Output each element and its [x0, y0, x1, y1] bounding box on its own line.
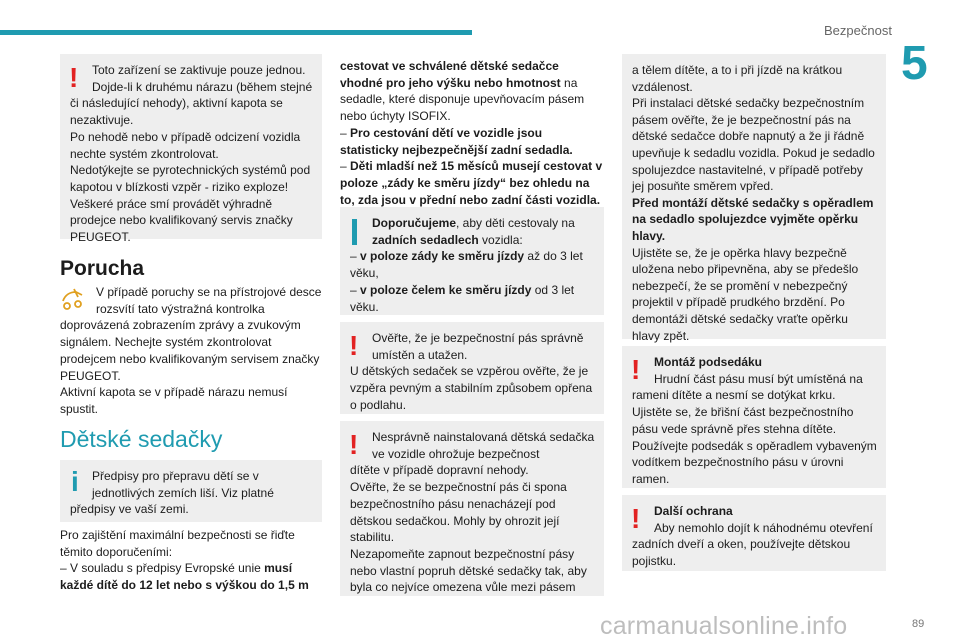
warning-text-first: Toto zařízení se zaktivuje pouze jednou. Dojde-li k druhému nárazu (během stejné	[92, 63, 313, 94]
bullet1-bold: musí každé dítě do 12 let nebo s výškou do 1,5 m	[60, 561, 309, 593]
tip-b1-bold: v poloze zády ke směru jízdy	[360, 249, 525, 264]
fault-paragraph	[60, 284, 322, 418]
bullet3-dash: –	[340, 159, 351, 174]
tip-b1-plain: až do 3 let věku,	[350, 249, 583, 281]
warning-box-installation	[340, 421, 604, 596]
bullet2-bold: Pro cestování dětí ve vozidle jsou statisticky nejbezpečnější zadní sedadla.	[340, 125, 573, 157]
heading-fault: Porucha	[60, 257, 145, 280]
tip-plain1: , aby děti cestovaly na	[456, 216, 575, 230]
warning-text-p3: Nedotýkejte se pyrotechnických systémů pod kapotou v blízkosti vzpěr - riziko exploze!	[70, 163, 311, 194]
heading-child-seats: Dětské sedačky	[60, 426, 223, 452]
warning-text-rest: či následující nehody), aktivní kapota se nezaktivuje.	[70, 96, 283, 128]
warning-icon: !	[631, 503, 641, 534]
chapter-number: 5	[901, 37, 928, 90]
warning-icon: !	[349, 429, 359, 460]
warning-box-booster	[622, 346, 886, 488]
warn5-first: Aby nemohlo dojít k náhodnému otevření	[654, 520, 873, 535]
warn3-p2: Ověřte, že se bezpečnostní pás či spona bezpečnostního pásu nenacházejí pod dětskou sedačkou. Mohly by ohrozit její stabilitu.	[350, 480, 567, 545]
warning-icon: !	[349, 330, 359, 361]
warn4-first: Hrudní část pásu musí být umístěná na	[654, 371, 863, 386]
info-text-rest: předpisy ve vaší zemi.	[70, 502, 189, 516]
cont-bold: cestovat ve schválené dětské sedačce vhodné pro jeho výšku nebo hmotnost	[340, 59, 561, 90]
warn2-first: Ověřte, že je bezpečnostní pás správně umístěn a utažen.	[372, 331, 584, 362]
col2-paragraph	[340, 58, 604, 208]
warning-box-active-hood	[60, 54, 322, 245]
tip-b2-plain: od 3 let věku.	[350, 282, 575, 314]
tip-box-rear-seats	[340, 207, 604, 315]
fault-text-first: V případě poruchy se na přístrojové desce rozsvítí tato výstražná kontrolka	[96, 285, 322, 316]
warning-icon: !	[631, 354, 641, 385]
info-icon: i	[71, 466, 79, 497]
tip-b2-dash: –	[350, 282, 361, 297]
warn3-first: Nesprávně nainstalovaná dětská sedačka ve vozidle ohrožuje bezpečnost	[372, 430, 595, 461]
warn3-rest: dítěte v případě dopravní nehody.	[350, 463, 529, 478]
warn3-p3: Nezapomeňte zapnout bezpečnostní pásy nebo vlastní popruh dětské sedačky tak, aby byla co nejvíce omezena vůle mezi pásem	[350, 546, 587, 595]
warn4-rest: rameni dítěte a nesmí se dotýkat krku.	[632, 388, 836, 403]
fault-text-p2: Aktivní kapota se v případě nárazu nemusí spustit.	[60, 385, 288, 416]
warn5-rest: zadních dveří a oken, používejte dětskou pojistku.	[632, 537, 851, 569]
tip-bold2: zadních sedadlech	[372, 232, 479, 247]
warn4-title: Montáž podsedáku	[654, 355, 763, 369]
intro-text: Pro zajištění maximální bezpečnosti se řiďte těmito doporučeními:	[60, 528, 295, 559]
bullet1-plain: – V souladu s předpisy Evropské unie	[60, 561, 265, 576]
cont2: Při instalaci dětské sedačky bezpečnostním pásem ověřte, že je bezpečnostní pás na dětské sedačce dobře napnutý a že ji řádně upevňuje k sedadlu vozidla. Pokud je sedadlo spolujezdce nastavitelné, v případě potřeby jej posuňte směrem vpřed.	[632, 96, 875, 194]
warn4-p2: Ujistěte se, že břišní část bezpečnostního pásu vede správně přes stehna dítěte.	[632, 405, 854, 436]
warn5-title: Další ochrana	[654, 504, 733, 518]
cont3-bold: Před montáží dětské sedačky s opěradlem na sedadlo spolujezdce vyjměte opěrku hlavy.	[632, 195, 874, 243]
cont-plain: na sedadle, které disponuje upevňovacím pásem nebo úchyty ISOFIX.	[340, 75, 585, 124]
tip-bold1: Doporučujeme	[372, 216, 457, 230]
intro-paragraph	[60, 527, 322, 594]
tip-plain2: vozidla:	[478, 232, 523, 247]
warning-text-p2: Po nehodě nebo v případě odcizení vozidla nechte systém zkontrolovat.	[70, 129, 301, 161]
page-number: 89	[912, 618, 925, 630]
cont4: Ujistěte se, že je opěrka hlavy bezpečně uložena nebo připevněna, aby se předešlo nebezpečí, že se promění v nebezpečný projektil v případě prudkého brzdění. Po demontáži dětské sedačky vraťte opěrku hlavy zpět.	[632, 245, 859, 343]
bullet2-dash: –	[340, 125, 351, 140]
tip-b2-bold: v poloze čelem ke směru jízdy	[360, 282, 532, 297]
tip-icon	[352, 219, 358, 245]
info-text-first: Předpisy pro přepravu dětí se v jednotlivých zemích liší. Viz platné	[92, 469, 274, 500]
warn2-rest: U dětských sedaček se vzpěrou ověřte, že je vzpěra pevným a stabilním způsobem opřena o podlahu.	[350, 364, 593, 412]
bullet3-bold: Děti mladší než 15 měsíců musejí cestovat v poloze „zády ke směru jízdy“ bez ohledu na to, zda jsou v přední nebo zadní části vozidla.	[340, 159, 603, 207]
cont1: a tělem dítěte, a to i při jízdě na krátkou vzdálenost.	[632, 63, 843, 94]
warn4-p3: Používejte podsedák s opěradlem vybaveným vodítkem bezpečnostního pásu v úrovni ramen.	[632, 438, 877, 486]
warning-box-child-lock	[622, 495, 886, 571]
section-title: Bezpečnost	[824, 23, 892, 38]
watermark: carmanualsonline.info	[600, 612, 848, 640]
warning-icon: !	[69, 62, 79, 93]
info-box-regulations	[60, 460, 322, 522]
fault-text-rest: doprovázená zobrazením zprávy a zvukovým signálem. Nechejte systém zkontrolovat prodejcem nebo kvalifikovaným servisem značky PEUGEOT.	[60, 318, 320, 383]
active-hood-warning-lamp-icon	[60, 287, 86, 311]
header-accent-bar	[0, 30, 472, 35]
tip-b1-dash: –	[350, 249, 361, 264]
continuation-box	[622, 54, 886, 343]
warning-box-belt	[340, 322, 604, 414]
warning-text-p4: Veškeré práce smí provádět výhradně prodejce nebo kvalifikovaný servis značky PEUGEOT.	[70, 196, 293, 245]
